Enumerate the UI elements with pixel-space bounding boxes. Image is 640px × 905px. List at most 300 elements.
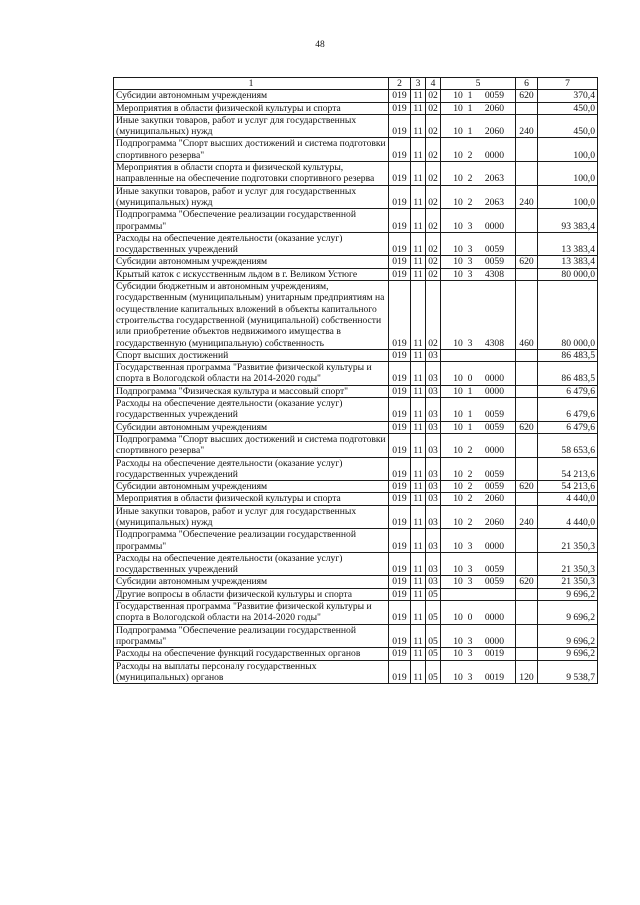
row-ministry-code: 019: [389, 601, 411, 625]
article-subprogram: 3: [467, 564, 473, 576]
row-expense-type: [516, 349, 538, 361]
row-name: Подпрограмма "Обеспечение реализации государственной программы": [114, 624, 389, 648]
row-section: 11: [411, 281, 426, 350]
row-subsection: 05: [426, 601, 441, 625]
row-expense-type: [516, 138, 538, 162]
row-expense-type: 620: [516, 576, 538, 588]
row-name: Расходы на обеспечение деятельности (оказание услуг) государственных учреждений: [114, 232, 389, 256]
article-subprogram: 3: [467, 576, 473, 588]
row-ministry-code: 019: [389, 529, 411, 553]
row-name: Подпрограмма "Спорт высших достижений и система подготовки спортивного резерва": [114, 138, 389, 162]
article-direction: 0059: [484, 256, 504, 268]
row-target-article: [441, 268, 516, 280]
row-ministry-code: 019: [389, 349, 411, 361]
article-program: 10: [453, 244, 463, 256]
article-direction: 0000: [484, 540, 504, 552]
article-direction: 2063: [484, 173, 504, 185]
row-ministry-code: 019: [389, 185, 411, 209]
article-direction: 0000: [484, 149, 504, 161]
row-section: 11: [411, 588, 426, 600]
article-direction: 2060: [484, 126, 504, 138]
row-target-article: [441, 90, 516, 102]
article-program: 10: [453, 409, 463, 421]
row-amount: 4 440,0: [538, 493, 598, 505]
row-amount: 6 479,6: [538, 421, 598, 433]
table-row: [114, 648, 598, 660]
row-amount: 21 350,3: [538, 529, 598, 553]
article-direction: 4308: [484, 268, 504, 280]
article-subprogram: 2: [467, 196, 473, 208]
row-section: 11: [411, 601, 426, 625]
row-section: 11: [411, 493, 426, 505]
row-target-article: [441, 114, 516, 138]
row-amount: 4 440,0: [538, 505, 598, 529]
row-section: 11: [411, 385, 426, 397]
article-subprogram: 3: [467, 540, 473, 552]
row-name: Расходы на обеспечение деятельности (оказание услуг) государственных учреждений: [114, 552, 389, 576]
row-expense-type: [516, 648, 538, 660]
article-direction: 2060: [484, 493, 504, 505]
row-subsection: 03: [426, 457, 441, 481]
row-subsection: 05: [426, 660, 441, 684]
row-target-article: [441, 552, 516, 576]
row-name: Другие вопросы в области физической культуры и спорта: [114, 588, 389, 600]
table-row: [114, 349, 598, 361]
row-section: 11: [411, 433, 426, 457]
row-name: Субсидии автономным учреждениям: [114, 421, 389, 433]
table-row: [114, 162, 598, 186]
row-subsection: 02: [426, 138, 441, 162]
row-target-article: [441, 457, 516, 481]
article-direction: 0019: [484, 648, 504, 660]
budget-table: [113, 77, 598, 684]
row-amount: 9 696,2: [538, 624, 598, 648]
article-direction: 0000: [484, 445, 504, 457]
row-ministry-code: 019: [389, 624, 411, 648]
row-subsection: 02: [426, 256, 441, 268]
table-row: [114, 256, 598, 268]
article-program: 10: [453, 126, 463, 138]
row-expense-type: [516, 232, 538, 256]
table-row: [114, 209, 598, 233]
table-row: [114, 433, 598, 457]
article-program: 10: [453, 576, 463, 588]
row-section: 11: [411, 90, 426, 102]
header-cell-7: 7: [538, 78, 598, 90]
row-name: Субсидии бюджетным и автономным учреждениям, государственным (муниципальным) унитарным предприятиям на осуществление капитальных вложений в объекты капитального строительства государственной (муниципальной) собственности или приобретение объектов недвижимого имущества в государственную (муниципальную) собственность: [114, 281, 389, 350]
row-section: 11: [411, 349, 426, 361]
article-program: 10: [453, 90, 463, 102]
article-direction: 0059: [484, 481, 504, 493]
row-expense-type: 620: [516, 90, 538, 102]
article-direction: 0059: [484, 90, 504, 102]
table-row: [114, 114, 598, 138]
article-subprogram: 3: [467, 635, 473, 647]
row-name: Мероприятия в области спорта и физической культуры, направленные на обеспечение подготовки спортивного резерва: [114, 162, 389, 186]
row-ministry-code: 019: [389, 660, 411, 684]
row-name: Государственная программа "Развитие физической культуры и спорта в Вологодской области на 2014-2020 годы": [114, 601, 389, 625]
article-subprogram: 2: [467, 481, 473, 493]
row-expense-type: [516, 162, 538, 186]
row-ministry-code: 019: [389, 398, 411, 422]
row-ministry-code: 019: [389, 433, 411, 457]
article-direction: 0000: [484, 612, 504, 624]
article-direction: 0019: [484, 671, 504, 683]
row-target-article: [441, 624, 516, 648]
row-expense-type: [516, 457, 538, 481]
row-amount: 9 696,2: [538, 648, 598, 660]
row-ministry-code: 019: [389, 138, 411, 162]
row-subsection: 03: [426, 385, 441, 397]
table-row: [114, 493, 598, 505]
table-row: [114, 232, 598, 256]
article-subprogram: 2: [467, 173, 473, 185]
row-ministry-code: 019: [389, 481, 411, 493]
row-name: Иные закупки товаров, работ и услуг для государственных (муниципальных) нужд: [114, 114, 389, 138]
row-section: 11: [411, 209, 426, 233]
row-ministry-code: 019: [389, 114, 411, 138]
article-program: 10: [453, 385, 463, 397]
row-ministry-code: 019: [389, 421, 411, 433]
row-target-article: [441, 588, 516, 600]
row-amount: 86 483,5: [538, 349, 598, 361]
row-section: 11: [411, 232, 426, 256]
article-subprogram: 0: [467, 373, 473, 385]
row-name: Расходы на обеспечение деятельности (оказание услуг) государственных учреждений: [114, 457, 389, 481]
row-name: Мероприятия в области физической культуры и спорта: [114, 102, 389, 114]
article-direction: 0059: [484, 409, 504, 421]
header-cell-2: 2: [389, 78, 411, 90]
row-subsection: 02: [426, 209, 441, 233]
row-amount: 6 479,6: [538, 398, 598, 422]
article-subprogram: 1: [467, 126, 473, 138]
article-subprogram: 1: [467, 409, 473, 421]
row-section: 11: [411, 256, 426, 268]
row-target-article: [441, 505, 516, 529]
table-row: [114, 660, 598, 684]
row-ministry-code: 019: [389, 162, 411, 186]
row-section: 11: [411, 552, 426, 576]
article-program: 10: [453, 493, 463, 505]
row-subsection: 03: [426, 349, 441, 361]
article-direction: 2060: [484, 102, 504, 114]
row-target-article: [441, 138, 516, 162]
article-program: 10: [453, 102, 463, 114]
row-target-article: [441, 529, 516, 553]
row-subsection: 03: [426, 552, 441, 576]
row-amount: 54 213,6: [538, 457, 598, 481]
row-amount: 100,0: [538, 162, 598, 186]
row-section: 11: [411, 185, 426, 209]
header-cell-1: 1: [114, 78, 389, 90]
row-name: Подпрограмма "Спорт высших достижений и система подготовки спортивного резерва": [114, 433, 389, 457]
table-row: [114, 398, 598, 422]
table-row: [114, 90, 598, 102]
row-target-article: [441, 660, 516, 684]
row-section: 11: [411, 362, 426, 386]
article-program: 10: [453, 337, 463, 349]
row-ministry-code: 019: [389, 90, 411, 102]
row-subsection: 03: [426, 576, 441, 588]
article-program: 10: [453, 173, 463, 185]
article-direction: 0059: [484, 468, 504, 480]
row-amount: 80 000,0: [538, 268, 598, 280]
row-target-article: [441, 601, 516, 625]
article-direction: 2060: [484, 516, 504, 528]
row-target-article: [441, 398, 516, 422]
row-expense-type: [516, 552, 538, 576]
article-direction: 0000: [484, 373, 504, 385]
table-row: [114, 481, 598, 493]
row-expense-type: 620: [516, 421, 538, 433]
row-expense-type: 620: [516, 256, 538, 268]
row-ministry-code: 019: [389, 209, 411, 233]
row-section: 11: [411, 421, 426, 433]
table-row: [114, 102, 598, 114]
row-expense-type: 240: [516, 185, 538, 209]
row-target-article: [441, 493, 516, 505]
row-ministry-code: 019: [389, 505, 411, 529]
row-amount: 13 383,4: [538, 256, 598, 268]
article-subprogram: 2: [467, 149, 473, 161]
row-target-article: [441, 185, 516, 209]
article-subprogram: 2: [467, 516, 473, 528]
row-name: Подпрограмма "Обеспечение реализации государственной программы": [114, 529, 389, 553]
article-program: 10: [453, 196, 463, 208]
article-subprogram: 3: [467, 268, 473, 280]
row-ministry-code: 019: [389, 588, 411, 600]
row-section: 11: [411, 576, 426, 588]
row-ministry-code: 019: [389, 256, 411, 268]
article-subprogram: 1: [467, 102, 473, 114]
table-row: [114, 601, 598, 625]
article-subprogram: 3: [467, 220, 473, 232]
row-ministry-code: 019: [389, 385, 411, 397]
row-expense-type: [516, 433, 538, 457]
article-direction: 0059: [484, 421, 504, 433]
row-section: 11: [411, 648, 426, 660]
table-row: [114, 185, 598, 209]
article-program: 10: [453, 635, 463, 647]
row-ministry-code: 019: [389, 102, 411, 114]
article-direction: 0059: [484, 244, 504, 256]
row-amount: 370,4: [538, 90, 598, 102]
article-program: 10: [453, 256, 463, 268]
row-name: Подпрограмма "Обеспечение реализации государственной программы": [114, 209, 389, 233]
row-target-article: [441, 385, 516, 397]
article-program: 10: [453, 481, 463, 493]
row-section: 11: [411, 162, 426, 186]
article-direction: 0059: [484, 576, 504, 588]
article-program: 10: [453, 373, 463, 385]
row-target-article: [441, 421, 516, 433]
row-target-article: [441, 102, 516, 114]
row-name: Субсидии автономным учреждениям: [114, 481, 389, 493]
article-program: 10: [453, 564, 463, 576]
row-name: Мероприятия в области физической культуры и спорта: [114, 493, 389, 505]
row-ministry-code: 019: [389, 576, 411, 588]
row-ministry-code: 019: [389, 648, 411, 660]
row-target-article: [441, 433, 516, 457]
row-target-article: [441, 232, 516, 256]
row-ministry-code: 019: [389, 268, 411, 280]
article-direction: 0059: [484, 564, 504, 576]
row-target-article: [441, 256, 516, 268]
row-ministry-code: 019: [389, 232, 411, 256]
row-ministry-code: 019: [389, 493, 411, 505]
row-target-article: [441, 209, 516, 233]
row-subsection: 02: [426, 162, 441, 186]
row-subsection: 05: [426, 624, 441, 648]
article-subprogram: 1: [467, 421, 473, 433]
article-program: 10: [453, 220, 463, 232]
row-section: 11: [411, 660, 426, 684]
row-subsection: 05: [426, 648, 441, 660]
row-ministry-code: 019: [389, 362, 411, 386]
article-program: 10: [453, 268, 463, 280]
article-program: 10: [453, 421, 463, 433]
article-program: 10: [453, 671, 463, 683]
page-number: 48: [315, 40, 325, 50]
row-subsection: 03: [426, 421, 441, 433]
article-direction: 4308: [484, 337, 504, 349]
row-section: 11: [411, 624, 426, 648]
row-subsection: 03: [426, 481, 441, 493]
row-section: 11: [411, 529, 426, 553]
row-ministry-code: 019: [389, 457, 411, 481]
row-name: Субсидии автономным учреждениям: [114, 576, 389, 588]
table-row: [114, 457, 598, 481]
row-amount: 13 383,4: [538, 232, 598, 256]
table-row: [114, 529, 598, 553]
row-expense-type: [516, 624, 538, 648]
header-cell-3: 3: [411, 78, 426, 90]
article-subprogram: 3: [467, 648, 473, 660]
row-ministry-code: 019: [389, 552, 411, 576]
row-expense-type: 460: [516, 281, 538, 350]
row-target-article: [441, 481, 516, 493]
article-subprogram: 2: [467, 445, 473, 457]
row-expense-type: 240: [516, 505, 538, 529]
row-name: Иные закупки товаров, работ и услуг для государственных (муниципальных) нужд: [114, 185, 389, 209]
row-amount: 6 479,6: [538, 385, 598, 397]
article-program: 10: [453, 540, 463, 552]
article-program: 10: [453, 516, 463, 528]
row-name: Расходы на обеспечение функций государственных органов: [114, 648, 389, 660]
table-row: [114, 281, 598, 350]
row-expense-type: [516, 601, 538, 625]
row-expense-type: 120: [516, 660, 538, 684]
row-name: Расходы на выплаты персоналу государственных (муниципальных) органов: [114, 660, 389, 684]
article-subprogram: 1: [467, 90, 473, 102]
article-subprogram: 2: [467, 493, 473, 505]
row-expense-type: 620: [516, 481, 538, 493]
row-section: 11: [411, 102, 426, 114]
row-ministry-code: 019: [389, 281, 411, 350]
row-amount: 100,0: [538, 185, 598, 209]
row-name: Субсидии автономным учреждениям: [114, 90, 389, 102]
row-target-article: [441, 349, 516, 361]
row-name: Спорт высших достижений: [114, 349, 389, 361]
row-subsection: 02: [426, 268, 441, 280]
row-expense-type: [516, 102, 538, 114]
table-row: [114, 576, 598, 588]
row-target-article: [441, 576, 516, 588]
row-name: Государственная программа "Развитие физической культуры и спорта в Вологодской области на 2014-2020 годы": [114, 362, 389, 386]
row-amount: 86 483,5: [538, 362, 598, 386]
article-program: 10: [453, 612, 463, 624]
row-expense-type: [516, 385, 538, 397]
row-target-article: [441, 162, 516, 186]
article-subprogram: 2: [467, 468, 473, 480]
row-expense-type: [516, 588, 538, 600]
row-name: Субсидии автономным учреждениям: [114, 256, 389, 268]
row-name: Иные закупки товаров, работ и услуг для государственных (муниципальных) нужд: [114, 505, 389, 529]
row-subsection: 05: [426, 588, 441, 600]
row-amount: 54 213,6: [538, 481, 598, 493]
row-amount: 9 696,2: [538, 601, 598, 625]
row-expense-type: [516, 493, 538, 505]
row-subsection: 03: [426, 493, 441, 505]
row-subsection: 02: [426, 281, 441, 350]
table-row: [114, 385, 598, 397]
article-program: 10: [453, 648, 463, 660]
row-subsection: 03: [426, 433, 441, 457]
row-section: 11: [411, 398, 426, 422]
row-amount: 100,0: [538, 138, 598, 162]
table-row: [114, 421, 598, 433]
row-amount: 21 350,3: [538, 576, 598, 588]
row-amount: 450,0: [538, 114, 598, 138]
header-cell-4: 4: [426, 78, 441, 90]
row-section: 11: [411, 481, 426, 493]
row-amount: 9 696,2: [538, 588, 598, 600]
row-subsection: 02: [426, 185, 441, 209]
article-program: 10: [453, 149, 463, 161]
row-amount: 58 653,6: [538, 433, 598, 457]
row-name: Крытый каток с искусственным льдом в г. Великом Устюге: [114, 268, 389, 280]
table-row: [114, 624, 598, 648]
table-row: [114, 505, 598, 529]
table-row: [114, 138, 598, 162]
article-subprogram: 3: [467, 256, 473, 268]
table-row: [114, 588, 598, 600]
article-subprogram: 1: [467, 385, 473, 397]
row-section: 11: [411, 114, 426, 138]
row-section: 11: [411, 268, 426, 280]
article-program: 10: [453, 468, 463, 480]
header-row: [114, 78, 598, 90]
row-expense-type: [516, 362, 538, 386]
article-direction: 0000: [484, 220, 504, 232]
row-expense-type: 240: [516, 114, 538, 138]
article-direction: 0000: [484, 385, 504, 397]
header-cell-6: 6: [516, 78, 538, 90]
row-section: 11: [411, 505, 426, 529]
table-row: [114, 362, 598, 386]
row-subsection: 03: [426, 529, 441, 553]
row-amount: 93 383,4: [538, 209, 598, 233]
row-amount: 80 000,0: [538, 281, 598, 350]
table-row: [114, 552, 598, 576]
row-amount: 450,0: [538, 102, 598, 114]
row-expense-type: [516, 529, 538, 553]
row-expense-type: [516, 268, 538, 280]
row-subsection: 03: [426, 398, 441, 422]
row-subsection: 03: [426, 505, 441, 529]
row-subsection: 02: [426, 114, 441, 138]
row-subsection: 02: [426, 102, 441, 114]
